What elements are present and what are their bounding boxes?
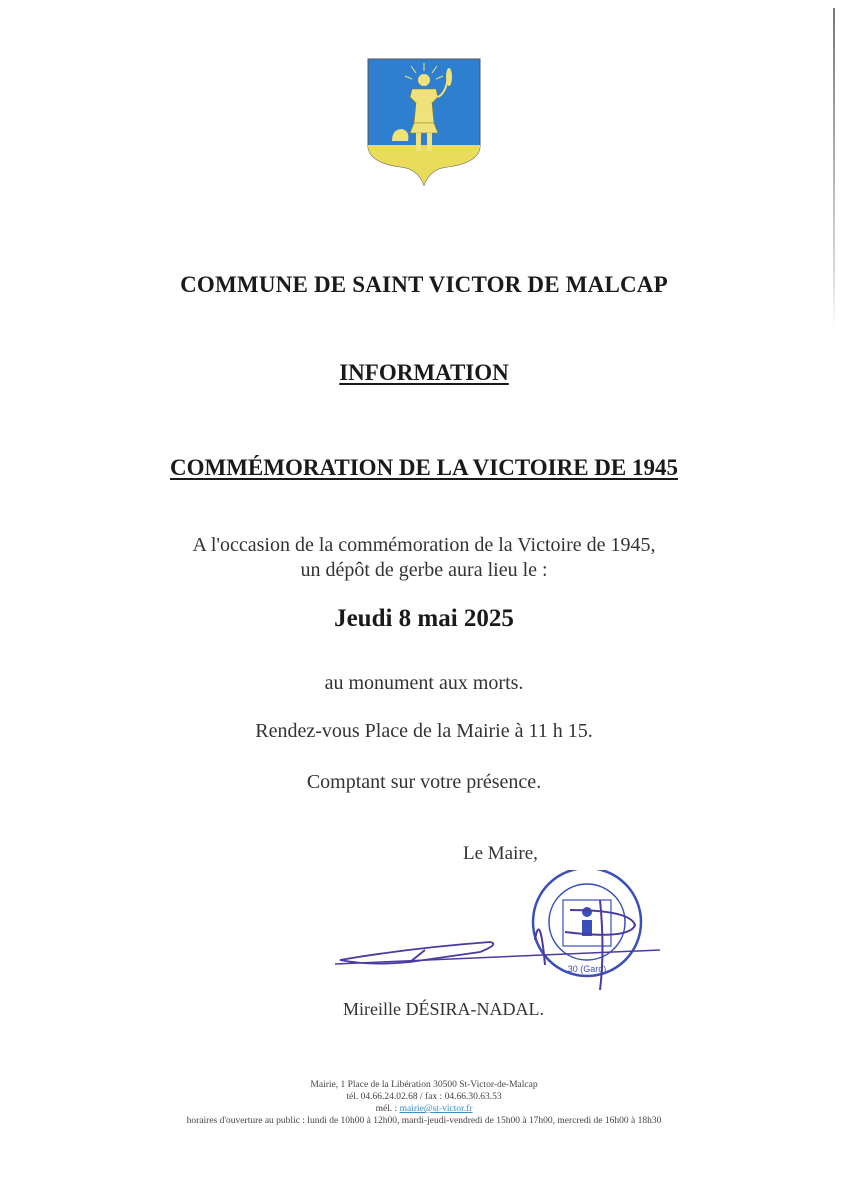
- coat-of-arms-icon: [366, 57, 482, 187]
- event-heading: COMMÉMORATION DE LA VICTOIRE DE 1945: [170, 455, 678, 480]
- intro-paragraph: [0, 533, 848, 583]
- intro-line-1: A l'occasion de la commémoration de la Victoire de 1945,: [192, 534, 656, 556]
- footer-address: Mairie, 1 Place de la Libération 30500 St-Victor-de-Malcap: [310, 1080, 538, 1090]
- meeting-point: Rendez-vous Place de la Mairie à 11 h 15.: [255, 720, 593, 742]
- footer-phone: tél. 04.66.24.02.68 / fax : 04.66.30.63.53: [346, 1092, 502, 1102]
- mayor-name: Mireille DÉSIRA-NADAL.: [343, 999, 544, 1019]
- footer-email-link[interactable]: mairie@st-victor.fr: [399, 1104, 473, 1114]
- official-stamp-icon: [330, 870, 670, 1000]
- event-date: Jeudi 8 mai 2025: [334, 605, 514, 632]
- mayor-title: Le Maire,: [463, 843, 538, 864]
- footer-email-label: mél. :: [375, 1104, 398, 1114]
- svg-text:30 (Gard): 30 (Gard): [567, 964, 607, 974]
- signature-and-stamp: [330, 870, 670, 1000]
- footer-email-line: [0, 1103, 848, 1115]
- information-heading: INFORMATION: [339, 360, 509, 385]
- closing-line: Comptant sur votre présence.: [306, 771, 542, 793]
- intro-line-2: un dépôt de gerbe aura lieu le :: [300, 559, 548, 581]
- footer-hours: horaires d'ouverture au public : lundi de 10h00 à 12h00, mardi-jeudi-vendredi de 15h00 à 17h00, mercredi de 16h00 à 18h30: [186, 1116, 662, 1126]
- commune-title: COMMUNE DE SAINT VICTOR DE MALCAP: [180, 272, 668, 297]
- event-location: au monument aux morts.: [324, 672, 524, 694]
- footer-contact: [0, 1079, 848, 1115]
